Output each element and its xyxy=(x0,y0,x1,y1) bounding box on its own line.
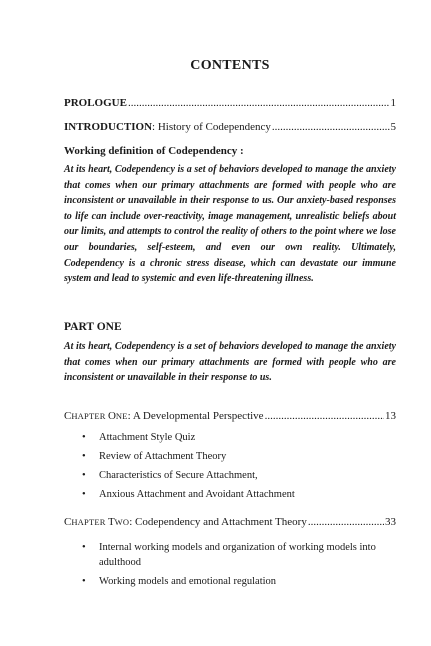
working-definition-heading: Working definition of Codependency : xyxy=(64,145,244,157)
toc-entry-label-rest: : History of Codependency xyxy=(152,121,271,133)
toc-entry-label xyxy=(64,410,264,422)
list-item: • Anxious Attachment and Avoidant Attachment xyxy=(82,487,382,502)
chapter-number-rest: NE xyxy=(115,411,128,421)
toc-entry-label: PROLOGUE xyxy=(64,97,127,109)
chapter-initial: C xyxy=(64,410,72,422)
toc-entry-chapter-two[interactable] xyxy=(64,516,396,528)
chapter-two-topics xyxy=(82,540,382,589)
dot-leader xyxy=(272,121,390,133)
chapter-rest: HAPTER xyxy=(71,517,108,527)
list-item: • Characteristics of Secure Attachment, xyxy=(82,468,382,483)
toc-entry-introduction[interactable] xyxy=(64,121,396,133)
dot-leader xyxy=(265,410,384,422)
toc-page-number: 13 xyxy=(385,410,396,422)
dot-leader xyxy=(128,97,390,109)
list-item: • Attachment Style Quiz xyxy=(82,430,382,445)
list-item: • Working models and emotional regulation xyxy=(82,574,382,589)
toc-entry-label-bold: INTRODUCTION xyxy=(64,121,153,133)
chapter-title: : Codependency and Attachment Theory xyxy=(129,516,307,528)
part-one-text: At its heart, Codependency is a set of behaviors developed to manage the anxiety that comes when our primary attachments are formed with people who are inconsistent or unavailable in their response to us. xyxy=(64,341,396,384)
page-title: CONTENTS xyxy=(190,58,270,73)
toc-entry-prologue[interactable] xyxy=(64,97,396,109)
toc-page-number: 5 xyxy=(390,121,396,133)
chapter-number-initial: O xyxy=(107,410,116,422)
chapter-one-topics xyxy=(82,430,382,502)
toc-entry-label xyxy=(64,121,271,133)
part-one-heading: PART ONE xyxy=(64,321,122,333)
chapter-title: : A Developmental Perspective xyxy=(127,410,264,422)
list-item: • Review of Attachment Theory xyxy=(82,449,382,464)
chapter-number-initial: T xyxy=(107,516,115,528)
working-definition-text: At its heart, Codependency is a set of behaviors developed to manage the anxiety that comes when our primary attachments are formed with people who are inconsistent or unavailable in their response to us. Our anxiety-based responses to life can include over-reactivity, image management, unrealistic beliefs about our limits, and attempts to control the reality of others to the point where we lose our boundaries, self-esteem, and even our own reality. Ultimately, Codependency is a chronic stress disease, which can devastate our immune system and lead to systemic and even life-threatening illness. xyxy=(64,164,396,285)
toc-page-number: 1 xyxy=(390,97,396,109)
toc-entry-chapter-one[interactable] xyxy=(64,410,396,422)
list-item: • Internal working models and organization of working models into adulthood xyxy=(82,540,382,570)
toc-entry-label xyxy=(64,516,307,528)
toc-page-number: 33 xyxy=(385,516,396,528)
chapter-initial: C xyxy=(64,516,72,528)
dot-leader xyxy=(308,516,384,528)
chapter-number-rest: WO xyxy=(114,517,130,527)
chapter-rest: HAPTER xyxy=(71,411,108,421)
